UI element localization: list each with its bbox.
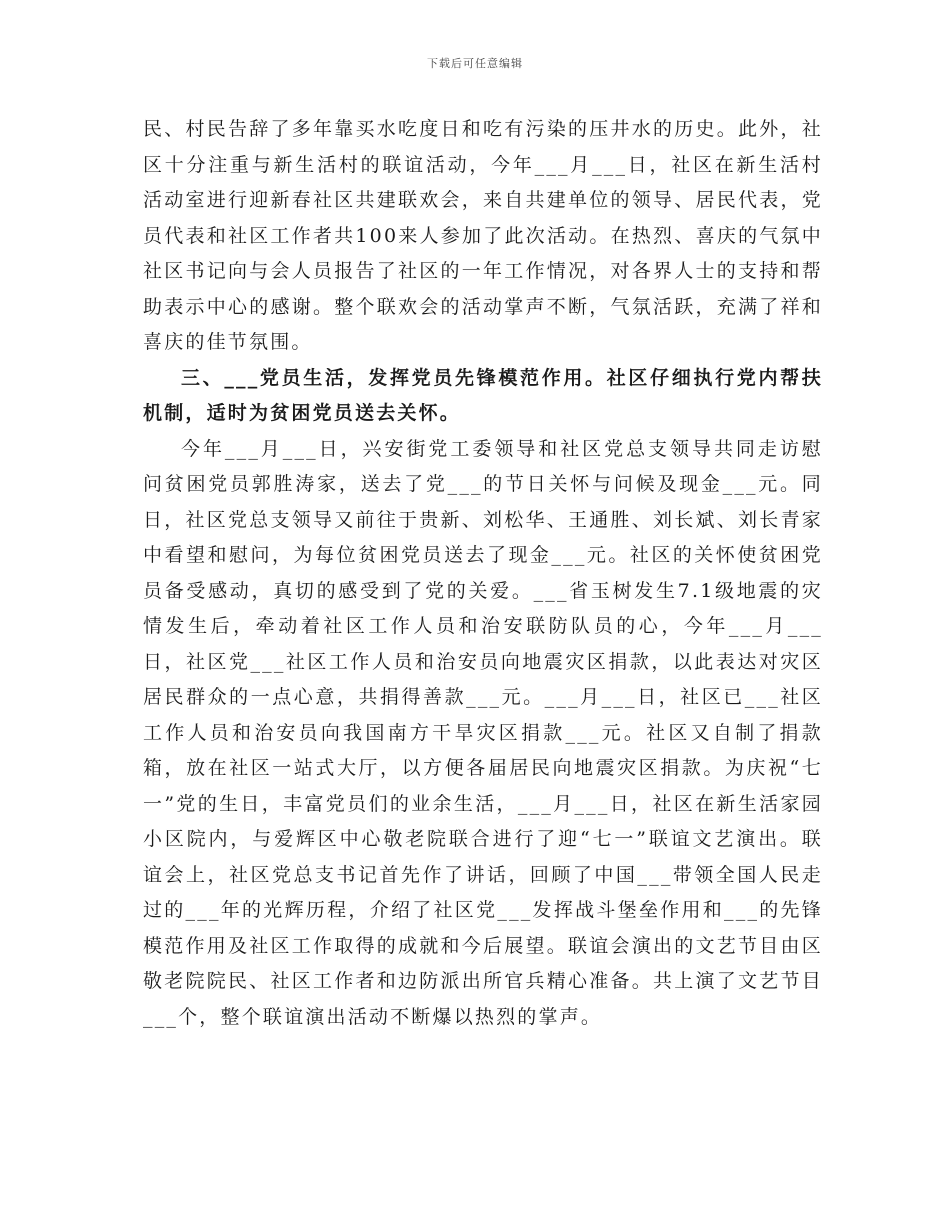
section-heading-party-life: 三、___党员生活，发挥党员先锋模范作用。社区仔细执行党内帮扶机制，适时为贫困党员送去关怀。 xyxy=(143,366,823,424)
header-note: 下载后可任意编辑 xyxy=(427,57,523,70)
paragraph-community-activities: 民、村民告辞了多年靠买水吃度日和吃有污染的压井水的历史。此外，社区十分注重与新生活村的联谊活动，今年___月___日，社区在新生活村活动室进行迎新春社区共建联欢会，来自共建单位的领导、居民代表，党员代表和社区工作者共100来人参加了此次活动。在热烈、喜庆的气氛中社区书记向与会人员报告了社区的一年工作情况，对各界人士的支持和帮助表示中心的感谢。整个联欢会的活动掌声不断，气氛活跃，充满了祥和喜庆的佳节氛围。 xyxy=(143,118,823,353)
paragraph-party-care: 今年___月___日，兴安街党工委领导和社区党总支领导共同走访慰问贫困党员郭胜涛家，送去了党___的节日关怀与问候及现金___元。同日，社区党总支领导又前往于贵新、刘松华、王通胜、刘长斌、刘长青家中看望和慰问，为每位贫困党员送去了现金___元。社区的关怀使贫困党员备受感动，真切的感受到了党的关爱。___省玉树发生7.1级地震的灾情发生后，牵动着社区工作人员和治安联防队员的心，今年___月___日，社区党___社区工作人员和治安员向地震灾区捐款，以此表达对灾区居民群众的一点心意，共捐得善款___元。___月___日，社区已___社区工作人员和治安员向我国南方干旱灾区捐款___元。社区又自制了捐款箱，放在社区一站式大厅，以方便各届居民向地震灾区捐款。为庆祝“七一”党的生日，丰富党员们的业余生活，___月___日，社区在新生活家园小区院内，与爱辉区中心敬老院联合进行了迎“七一”联谊文艺演出。联谊会上，社区党总支书记首先作了讲话，回顾了中国___带领全国人民走过的___年的光辉历程，介绍了社区党___发挥战斗堡垒作用和___的先锋模范作用及社区工作取得的成就和今后展望。联谊会演出的文艺节目由区敬老院院民、社区工作者和边防派出所官兵精心准备。共上演了文艺节目___个，整个联谊演出活动不断爆以热烈的掌声。 xyxy=(143,437,823,1028)
document-body xyxy=(143,112,823,1035)
